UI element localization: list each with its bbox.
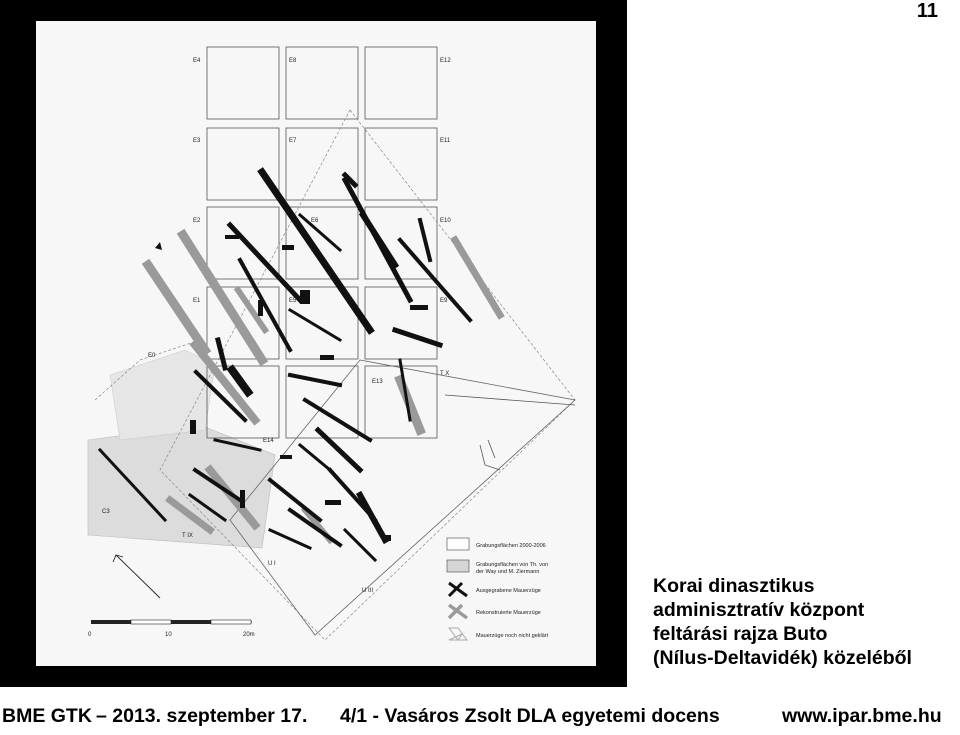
grid-label: U I [268, 561, 276, 567]
legend-entry: Grabungsflächen von Th. von [476, 562, 549, 568]
slide-number: 11 [916, 0, 938, 22]
footer-date: – 2013. szeptember 17. [96, 705, 308, 727]
grid-label: E4 [193, 58, 201, 64]
legend-entry: Grabungsflächen 2000-2006 [476, 543, 546, 549]
footer-website[interactable]: www.ipar.bme.hu [782, 705, 942, 727]
caption-line: Korai dinasztikus [653, 575, 815, 597]
scale-tick: 0 [88, 632, 92, 638]
slide-caption [653, 574, 912, 670]
legend-entry: Rekonstruierte Mauerzüge [476, 610, 541, 616]
grid-label: E8 [289, 58, 297, 64]
grid-label: E13 [372, 379, 383, 385]
grid-label: E6 [311, 218, 319, 224]
grid-label: E14 [263, 438, 274, 444]
grid-label: E7 [289, 138, 297, 144]
scale-tick: 10 [165, 632, 172, 638]
grid-label: T IX [182, 533, 193, 539]
grid-label: E2 [193, 218, 201, 224]
grid-label: E10 [440, 218, 451, 224]
legend-entry: der Way und M. Ziermann [476, 569, 540, 575]
grid-label: T X [440, 371, 450, 377]
scale-tick: 20m [243, 632, 255, 638]
grid-label: E0 [148, 353, 156, 359]
grid-label: E11 [440, 138, 451, 144]
legend-entry: Ausgegrabene Mauerzüge [476, 588, 541, 594]
caption-line: (Nílus-Deltavidék) közeléből [653, 647, 912, 669]
caption-line: adminisztratív központ [653, 599, 865, 621]
grid-label: E1 [193, 298, 201, 304]
grid-label: E5 [289, 298, 297, 304]
grid-label: E3 [193, 138, 201, 144]
grid-label: U III [362, 588, 374, 594]
grid-label: C3 [102, 509, 110, 515]
footer-lecture: 4/1 - Vasáros Zsolt DLA egyetemi docens [340, 705, 720, 727]
grid-label: E12 [440, 58, 451, 64]
legend-entry: Mauerzüge noch nicht geklärt [476, 633, 549, 639]
caption-line: feltárási rajza Buto [653, 623, 828, 645]
grid-label: E9 [440, 298, 448, 304]
footer-institution: BME GTK [2, 705, 92, 727]
